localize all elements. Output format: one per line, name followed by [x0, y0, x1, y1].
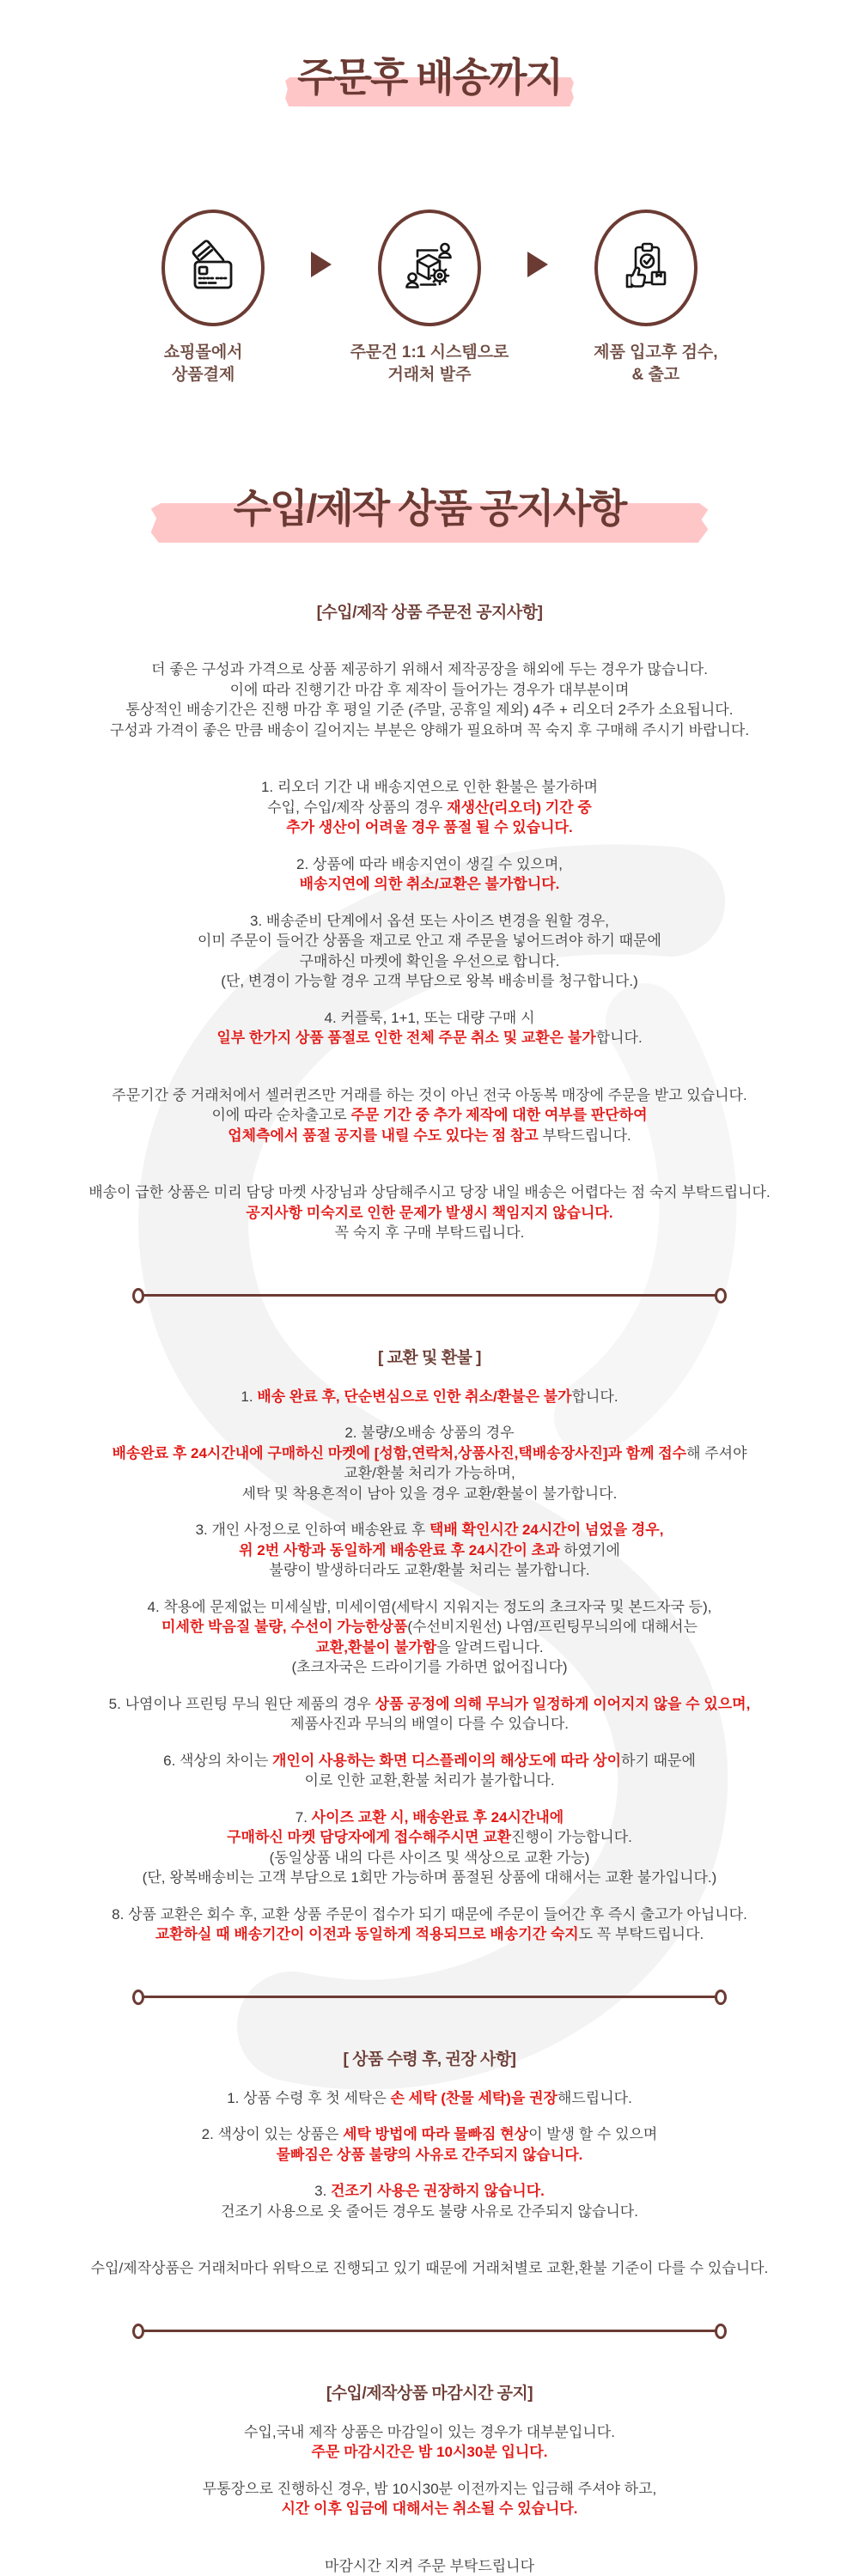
notice-text-red: 세탁 방법에 따라 물빠짐 현상 — [343, 2126, 528, 2142]
process-step-2 — [321, 210, 538, 326]
notice-paragraph — [34, 2479, 825, 2519]
notice-line — [34, 1560, 825, 1581]
notice-line — [34, 2181, 825, 2202]
notice-line — [34, 2145, 825, 2166]
notice-text: 합니다. — [596, 1030, 643, 1046]
page-title-shipping-process — [297, 55, 562, 100]
notice-line — [34, 2422, 825, 2443]
notice-text: 진행이 가능합니다. — [511, 1829, 632, 1845]
notice-text: 불량이 발생하더라도 교환/환불 처리는 불가합니다. — [269, 1562, 589, 1578]
notice-text-red: 추가 생산이 어려울 경우 품절 될 수 있습니다. — [286, 819, 572, 835]
notice-line — [34, 1617, 825, 1637]
notice-text-red: 사이즈 교환 시, 배송완료 후 24시간내에 — [312, 1809, 564, 1826]
notice-text-red: 공지사항 미숙지로 인한 문제가 발생시 책임지지 않습니다. — [246, 1205, 612, 1221]
notice-line — [34, 659, 825, 680]
divider-line — [143, 1996, 716, 1998]
notice-content — [34, 599, 825, 2576]
label-line: 상품결제 — [90, 364, 316, 386]
notice-line — [34, 874, 825, 895]
notice-line — [34, 1182, 825, 1203]
notice-text: (초크자국은 드라이기를 가하면 없어집니다) — [291, 1659, 567, 1675]
notice-line — [34, 680, 825, 701]
notice-text: 1. — [241, 1388, 257, 1405]
notice-line — [34, 1807, 825, 1828]
notice-text: 교환/환불 처리가 가능하며, — [344, 1465, 515, 1481]
notice-line — [34, 2499, 825, 2519]
notice-line — [34, 1637, 825, 1658]
notice-line — [34, 777, 825, 798]
inspection-shipping-icon — [618, 240, 674, 296]
notice-line — [34, 2202, 825, 2222]
notice-text: (단, 왕복배송비는 고객 부담으로 1회만 가능하며 품절된 상품에 대해서는 교환 불가입니다.) — [143, 1869, 717, 1886]
divider-line — [143, 1294, 716, 1297]
notice-line — [34, 1694, 825, 1715]
credit-card-icon — [185, 240, 241, 296]
notice-paragraph — [34, 2556, 825, 2576]
section-heading: [ 상품 수령 후, 권장 사항] — [34, 2046, 825, 2069]
notice-line — [34, 971, 825, 992]
divider-ring — [132, 1288, 144, 1303]
section-heading: [ 교환 및 환불 ] — [34, 1345, 825, 1368]
notice-text-red: 구매하신 마켓 담당자에게 접수해주시면 교환 — [227, 1829, 511, 1845]
notice-paragraph — [34, 2181, 825, 2221]
arrow-right-icon — [311, 252, 332, 277]
divider-ring — [715, 2324, 727, 2339]
notice-text: 3. 개인 사정으로 인하여 배송완료 후 — [196, 1522, 430, 1538]
notice-paragraph — [34, 1751, 825, 1791]
notice-line — [34, 854, 825, 875]
notice-text: 3. — [314, 2183, 331, 2199]
order-system-icon — [401, 240, 458, 296]
notice-text: 이로 인한 교환,환불 처리가 불가합니다. — [304, 1772, 554, 1789]
notice-text: (수선비지원선) 나염/프린팅무늬의에 대해서는 — [407, 1619, 698, 1635]
notice-line — [34, 1105, 825, 1126]
notice-line — [34, 2479, 825, 2500]
notice-paragraph — [34, 659, 825, 740]
notice-text: 해 주셔야 — [686, 1445, 746, 1461]
process-title-row — [0, 0, 859, 100]
notice-line — [34, 911, 825, 932]
notice-paragraph — [34, 1807, 825, 1888]
process-circle-order-system — [378, 210, 481, 326]
divider-ring — [132, 1990, 144, 2005]
notice-text-red: 주문 마감시간은 밤 10시30분 입니다. — [312, 2444, 548, 2460]
notice-text: 8. 상품 교환은 회수 후, 교환 상품 주문이 접수가 되기 때문에 주문이 들어간 후 즉시 출고가 아닙니다. — [112, 1906, 747, 1923]
notice-text-red: 일부 한가지 상품 품절로 인한 전체 주문 취소 및 교환은 불가 — [216, 1030, 595, 1046]
divider-line — [143, 2330, 716, 2332]
section-divider — [132, 2324, 727, 2339]
notice-text: 꼭 숙지 후 구매 부탁드립니다. — [335, 1224, 525, 1241]
label-line: 쇼핑몰에서 — [90, 342, 316, 364]
notice-line — [34, 1423, 825, 1443]
notice-text-red: 배송지연에 의한 취소/교환은 불가합니다. — [300, 876, 560, 892]
notice-text: 도 꼭 부탁드립니다. — [579, 1926, 704, 1942]
notice-line — [34, 1905, 825, 1925]
notice-text: 수입,국내 제작 상품은 마감일이 있는 경우가 대부분입니다. — [244, 2424, 615, 2440]
notice-text: (단, 변경이 가능할 경우 고객 부담으로 왕복 배송비를 청구합니다.) — [221, 973, 638, 989]
notice-text: 1. 리오더 기간 내 배송지연으로 인한 환불은 불가하며 — [261, 779, 598, 795]
notice-text-red: 위 2번 사항과 동일하게 배송완료 후 24시간이 초과 — [239, 1542, 559, 1558]
notice-text: 2. 상품에 따라 배송지연이 생길 수 있으며, — [296, 856, 563, 872]
notice-paragraph — [34, 1520, 825, 1581]
notice-text: 1. 상품 수령 후 첫 세탁은 — [227, 2090, 390, 2106]
notice-text: 2. 불량/오배송 상품의 경우 — [344, 1425, 514, 1441]
notice-line — [34, 931, 825, 951]
notice-text-red: 업체측에서 품절 공지를 내릴 수도 있다는 점 참고 — [228, 1127, 539, 1144]
notice-paragraph — [34, 2124, 825, 2165]
notice-text: 부탁드립니다. — [539, 1127, 631, 1144]
notice-text: 7. — [295, 1809, 312, 1826]
notice-text: 2. 색상이 있는 상품은 — [202, 2126, 343, 2142]
process-step-label — [90, 342, 316, 386]
notice-text: 이미 주문이 들어간 상품을 재고로 안고 재 주문을 넣어드려야 하기 때문에 — [198, 933, 661, 949]
notice-text: 4. 착용에 문제없는 미세실밥, 미세이염(세탁시 지워지는 정도의 초크자국 및 본드자국 등), — [148, 1599, 712, 1615]
notice-text: 이에 따라 순차출고로 — [211, 1107, 350, 1123]
notice-line — [34, 1827, 825, 1848]
notice-line — [34, 1443, 825, 1464]
notice-line — [34, 1223, 825, 1243]
notice-line — [34, 1520, 825, 1540]
notice-paragraph — [34, 2258, 825, 2279]
notice-text-red: 상품 공정에 의해 무늬가 일정하게 이어지지 않을 수 있으며, — [375, 1696, 751, 1712]
notice-text: 5. 나염이나 프린팅 무늬 원단 제품의 경우 — [109, 1696, 375, 1712]
notice-text: 주문기간 중 거래처에서 셀러퀸즈만 거래를 하는 것이 아닌 전국 아동복 매장에 주문을 받고 있습니다. — [112, 1087, 746, 1103]
notice-text-red: 교환,환불이 불가함 — [315, 1639, 436, 1656]
notice-line — [34, 1028, 825, 1048]
notice-text-red: 교환하실 때 배송기간이 이전과 동일하게 적용되므로 배송기간 숙지 — [155, 1926, 579, 1942]
notice-paragraph — [34, 777, 825, 838]
notice-paragraph — [34, 1085, 825, 1146]
process-steps-row — [105, 210, 754, 326]
notice-text: 하였기에 — [560, 1542, 620, 1558]
notice-line — [34, 1387, 825, 1407]
notice-paragraph — [34, 2088, 825, 2109]
notice-text-red: 주문 기간 중 추가 제작에 대한 여부를 판단하여 — [350, 1107, 647, 1123]
notice-line — [34, 2556, 825, 2576]
notice-text: (동일상품 내의 다른 사이즈 및 색상으로 교환 가능) — [270, 1850, 590, 1866]
notice-text-red: 건조기 사용은 권장하지 않습니다. — [331, 2183, 545, 2199]
notice-text-red: 손 세탁 (찬물 세탁)을 권장 — [391, 2090, 557, 2106]
notice-text: 마감시간 지켜 주문 부탁드립니다 — [325, 2558, 534, 2574]
divider-ring — [715, 1288, 727, 1303]
notice-paragraph — [34, 1423, 825, 1504]
notice-line — [34, 1868, 825, 1888]
notice-text-red: 개인이 사용하는 화면 디스플레이의 해상도에 따라 상이 — [272, 1753, 621, 1769]
notice-text: 하기 때문에 — [621, 1753, 696, 1769]
notice-line — [34, 1008, 825, 1029]
page-title-notice — [234, 486, 626, 531]
notice-text-red: 배송완료 후 24시간내에 구매하신 마켓에 [성함,연락처,상품사진,택배송장사진]과 함께 접수 — [112, 1445, 686, 1461]
notice-text-red: 택배 확인시간 24시간이 넘었을 경우, — [430, 1522, 663, 1538]
label-line: 제품 입고후 검수, — [543, 342, 769, 364]
notice-paragraph — [34, 1597, 825, 1678]
notice-paragraph — [34, 1905, 825, 1945]
notice-text: 수입, 수입/제작 상품의 경우 — [267, 799, 447, 816]
notice-line — [34, 1924, 825, 1945]
notice-text-red: 재생산(리오더) 기간 중 — [447, 799, 592, 816]
notice-paragraph — [34, 2422, 825, 2463]
label-line: & 출고 — [543, 364, 769, 386]
divider-ring — [715, 1990, 727, 2005]
notice-text: 더 좋은 구성과 가격으로 상품 제공하기 위해서 제작공장을 해외에 두는 경우가 많습니다. — [151, 661, 708, 677]
notice-line — [34, 1848, 825, 1868]
notice-line — [34, 1463, 825, 1484]
process-step-3 — [538, 210, 754, 326]
notice-line — [34, 2258, 825, 2279]
notice-text: 6. 색상의 차이는 — [163, 1753, 272, 1769]
section-heading: [수입/제작 상품 주문전 공지사항] — [34, 599, 825, 623]
notice-line — [34, 817, 825, 838]
page-title-text: 수입/제작 상품 공지사항 — [234, 486, 626, 531]
notice-text: 3. 배송준비 단계에서 옵션 또는 사이즈 변경을 원할 경우, — [250, 913, 609, 929]
label-line: 주문건 1:1 시스템으로 — [316, 342, 542, 364]
notice-title-row — [0, 486, 859, 531]
notice-text-red: 배송 완료 후, 단순변심으로 인한 취소/환불은 불가 — [257, 1388, 571, 1405]
notice-line — [34, 1085, 825, 1106]
notice-text: 세탁 및 착용흔적이 남아 있을 경우 교환/환불이 불가합니다. — [242, 1485, 618, 1502]
notice-text: 수입/제작상품은 거래처마다 위탁으로 진행되고 있기 때문에 거래처별로 교환,환불 기준이 다를 수 있습니다. — [91, 2260, 769, 2276]
notice-line — [34, 720, 825, 741]
notice-text: 4. 커플룩, 1+1, 또는 대량 구매 시 — [324, 1010, 534, 1026]
process-step-label — [316, 342, 542, 386]
process-labels-row — [90, 342, 769, 386]
notice-text: 이에 따라 진행기간 마감 후 제작이 들어가는 경우가 대부분이며 — [230, 682, 630, 698]
section-heading: [수입/제작상품 마감시간 공지] — [34, 2380, 825, 2403]
notice-line — [34, 1126, 825, 1146]
notice-text: 해드립니다. — [557, 2090, 632, 2106]
label-line: 거래처 발주 — [316, 364, 542, 386]
notice-text: 무통장으로 진행하신 경우, 밤 10시30분 이전까지는 입금해 주셔야 하고, — [203, 2481, 656, 2497]
page-title-text: 주문후 배송까지 — [297, 55, 562, 100]
notice-text: 건조기 사용으로 옷 줄어든 경우도 불량 사유로 간주되지 않습니다. — [221, 2203, 638, 2220]
arrow-right-icon — [527, 252, 548, 277]
section-divider — [132, 1990, 727, 2005]
process-step-1 — [105, 210, 321, 326]
notice-text: 통상적인 배송기간은 진행 마감 후 평일 기준 (주말, 공휴일 제외) 4주 + 리오더 2주가 소요됩니다. — [126, 702, 734, 718]
notice-text-red: 물빠짐은 상품 불량의 사유로 간주되지 않습니다. — [277, 2147, 583, 2163]
notice-line — [34, 798, 825, 818]
section-divider — [132, 1288, 727, 1303]
notice-text: 구성과 가격이 좋은 만큼 배송이 길어지는 부분은 양해가 필요하며 꼭 숙지 후 구매해 주시기 바랍니다. — [110, 722, 749, 738]
divider-ring — [132, 2324, 144, 2339]
notice-line — [34, 700, 825, 720]
notice-text-red: 미세한 박음질 불량, 수선이 가능한상품 — [161, 1619, 407, 1635]
notice-line — [34, 1714, 825, 1735]
notice-line — [34, 1657, 825, 1678]
notice-paragraph — [34, 1182, 825, 1243]
notice-line — [34, 2088, 825, 2109]
notice-line — [34, 1771, 825, 1791]
notice-line — [34, 1597, 825, 1618]
notice-paragraph — [34, 911, 825, 992]
process-step-label — [543, 342, 769, 386]
process-circle-inspection — [594, 210, 698, 326]
notice-text: 을 알려드립니다. — [436, 1639, 543, 1656]
notice-text: 배송이 급한 상품은 미리 담당 마켓 사장님과 상담해주시고 당장 내일 배송은 어렵다는 점 숙지 부탁드립니다. — [88, 1184, 770, 1200]
notice-text: 합니다. — [572, 1388, 618, 1405]
notice-text-red: 시간 이후 입금에 대해서는 취소될 수 있습니다. — [281, 2500, 577, 2517]
notice-paragraph — [34, 1387, 825, 1407]
notice-line — [34, 1484, 825, 1504]
process-circle-payment — [161, 210, 265, 326]
notice-line — [34, 1751, 825, 1771]
notice-paragraph — [34, 854, 825, 895]
notice-line — [34, 2124, 825, 2145]
notice-paragraph — [34, 1008, 825, 1048]
notice-text: 구매하신 마켓에 확인을 우선으로 합니다. — [300, 953, 560, 969]
notice-line — [34, 1540, 825, 1561]
notice-line — [34, 1203, 825, 1224]
notice-text: 제품사진과 무늬의 배열이 다를 수 있습니다. — [290, 1716, 569, 1732]
notice-paragraph — [34, 1694, 825, 1735]
notice-line — [34, 951, 825, 972]
notice-line — [34, 2442, 825, 2463]
notice-text: 이 발생 할 수 있으며 — [528, 2126, 657, 2142]
